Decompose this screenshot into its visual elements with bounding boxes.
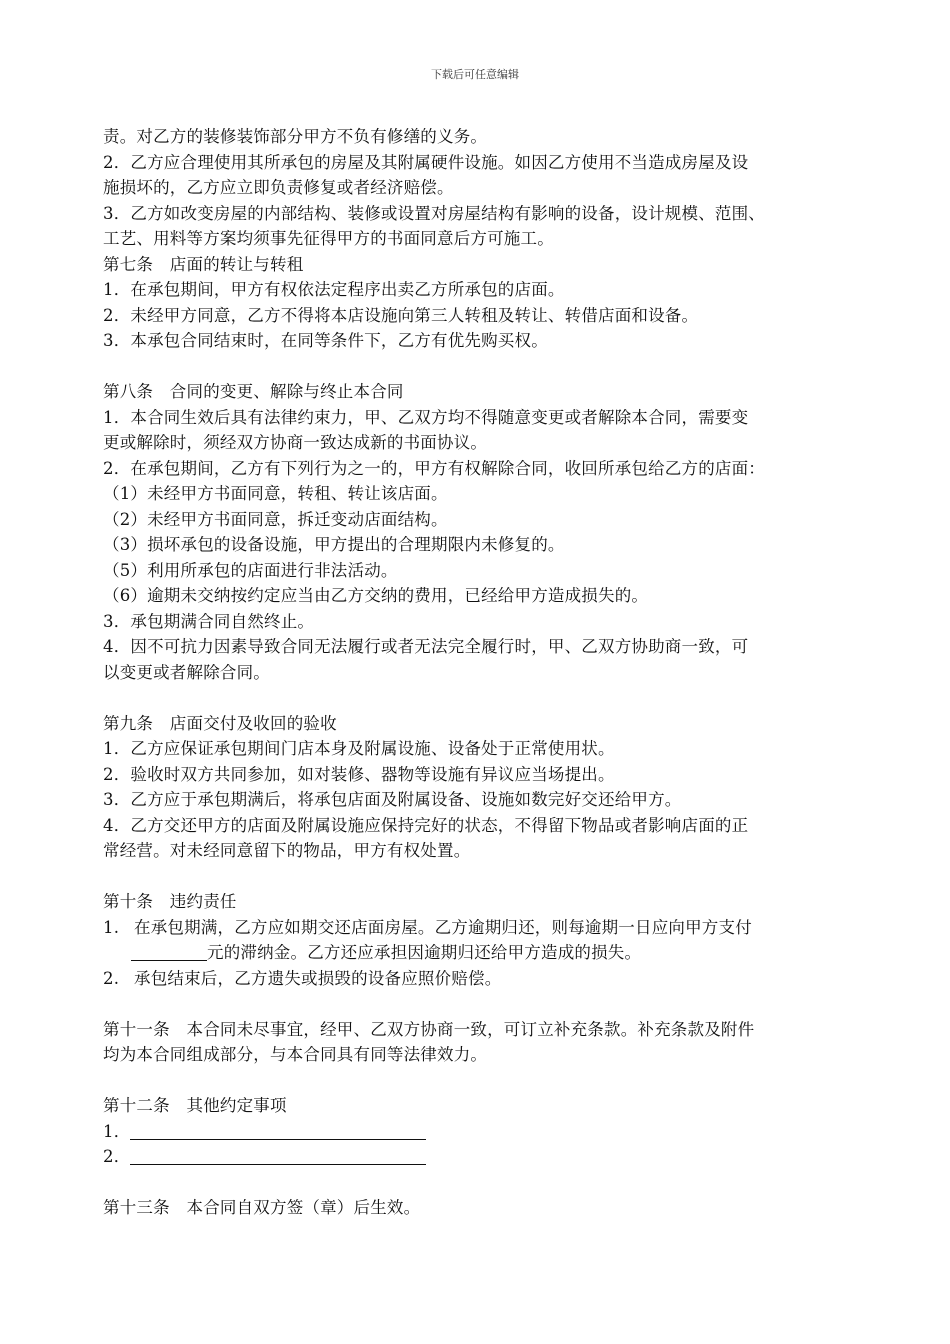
section-heading-9: 第九条 店面交付及收回的验收 bbox=[103, 713, 337, 733]
text-line: 均为本合同组成部分，与本合同具有同等法律效力。 bbox=[103, 1045, 488, 1064]
text-line: 3．乙方如改变房屋的内部结构、装修或设置对房屋结构有影响的设备，设计规模、范围、 bbox=[103, 203, 765, 223]
section-heading-10: 第十条 违约责任 bbox=[103, 892, 237, 911]
text-line: 2．未经甲方同意，乙方不得将本店设施向第三人转租及转让、转借店面和设备。 bbox=[103, 305, 699, 325]
text-line: （1）未经甲方书面同意，转租、转让该店面。 bbox=[103, 484, 448, 503]
text-line: 2．乙方应合理使用其所承包的房屋及其附属硬件设施。如因乙方使用不当造成房屋及设 bbox=[103, 152, 749, 172]
text-line: 施损坏的，乙方应立即负责修复或者经济赔偿。 bbox=[103, 178, 454, 197]
fill-in-blank bbox=[131, 942, 207, 961]
text-line: 4．乙方交还甲方的店面及附属设施应保持完好的状态，不得留下物品或者影响店面的正 bbox=[103, 815, 749, 835]
fill-in-blank bbox=[130, 1121, 426, 1140]
blank-line bbox=[103, 864, 855, 890]
text-line: 更或解除时，须经双方协商一致达成新的书面协议。 bbox=[103, 433, 488, 452]
numbered-line bbox=[103, 1119, 855, 1145]
item-number: 2. bbox=[103, 968, 120, 988]
section-heading-7: 第七条 店面的转让与转租 bbox=[103, 254, 304, 274]
blank-line bbox=[103, 1068, 855, 1094]
text-line: 以变更或者解除合同。 bbox=[103, 662, 270, 682]
text-line: 2．在承包期间，乙方有下列行为之一的，甲方有权解除合同，收回所承包给乙方的店面： bbox=[103, 458, 765, 478]
blank-line bbox=[103, 1170, 855, 1196]
text-line: 责。对乙方的装修装饰部分甲方不负有修缮的义务。 bbox=[103, 127, 488, 146]
text-line: 工艺、用料等方案均须事先征得甲方的书面同意后方可施工。 bbox=[103, 229, 554, 248]
section-heading-11: 第十一条 本合同未尽事宜，经甲、乙双方协商一致，可订立补充条款。补充条款及附件 bbox=[103, 1019, 755, 1039]
fill-in-blank bbox=[130, 1146, 426, 1165]
item-number: 1． bbox=[103, 1121, 131, 1141]
text-line: 1．乙方应保证承包期间门店本身及附属设施、设备处于正常使用状。 bbox=[103, 739, 615, 758]
text-line: 元的滞纳金。乙方还应承担因逾期归还给甲方造成的损失。 bbox=[207, 943, 642, 962]
text-line: 2．验收时双方共同参加，如对装修、器物等设施有异议应当场提出。 bbox=[103, 764, 615, 784]
text-line: 承包结束后，乙方遗失或损毁的设备应照价赔偿。 bbox=[134, 968, 502, 988]
text-line: 3．乙方应于承包期满后，将承包店面及附属设备、设施如数完好交还给甲方。 bbox=[103, 790, 682, 809]
text-line: 4．因不可抗力因素导致合同无法履行或者无法完全履行时，甲、乙双方协助商一致，可 bbox=[103, 637, 749, 656]
text-line: （5）利用所承包的店面进行非法活动。 bbox=[103, 560, 398, 580]
numbered-line bbox=[103, 966, 855, 992]
page-header: 下载后可任意编辑 bbox=[431, 68, 519, 81]
text-line: （2）未经甲方书面同意，拆迁变动店面结构。 bbox=[103, 509, 448, 529]
text-line: 常经营。对未经同意留下的物品，甲方有权处置。 bbox=[103, 841, 471, 860]
numbered-line-continued bbox=[103, 940, 855, 966]
blank-line bbox=[103, 685, 855, 711]
section-heading-13: 第十三条 本合同自双方签（章）后生效。 bbox=[103, 1198, 421, 1217]
blank-line bbox=[103, 991, 855, 1017]
text-line: 1．在承包期间，甲方有权依法定程序出卖乙方所承包的店面。 bbox=[103, 280, 565, 299]
text-line: （3）损坏承包的设备设施，甲方提出的合理期限内未修复的。 bbox=[103, 535, 565, 554]
text-line: 3．承包期满合同自然终止。 bbox=[103, 611, 315, 631]
item-number: 1. bbox=[103, 917, 120, 937]
section-heading-12: 第十二条 其他约定事项 bbox=[103, 1096, 287, 1115]
text-line: （6）逾期未交纳按约定应当由乙方交纳的费用，已经给甲方造成损失的。 bbox=[103, 586, 649, 605]
section-heading-8: 第八条 合同的变更、解除与终止本合同 bbox=[103, 382, 404, 401]
numbered-line bbox=[103, 1144, 855, 1170]
item-number: 2． bbox=[103, 1147, 131, 1166]
contract-body bbox=[103, 124, 855, 1221]
text-line: 在承包期满，乙方应如期交还店面房屋。乙方逾期归还，则每逾期一日应向甲方支付 bbox=[134, 917, 752, 937]
blank-line bbox=[103, 354, 855, 380]
numbered-line bbox=[103, 915, 855, 941]
text-line: 3．本承包合同结束时，在同等条件下，乙方有优先购买权。 bbox=[103, 331, 548, 350]
text-line: 1．本合同生效后具有法律约束力，甲、乙双方均不得随意变更或者解除本合同，需要变 bbox=[103, 407, 749, 427]
